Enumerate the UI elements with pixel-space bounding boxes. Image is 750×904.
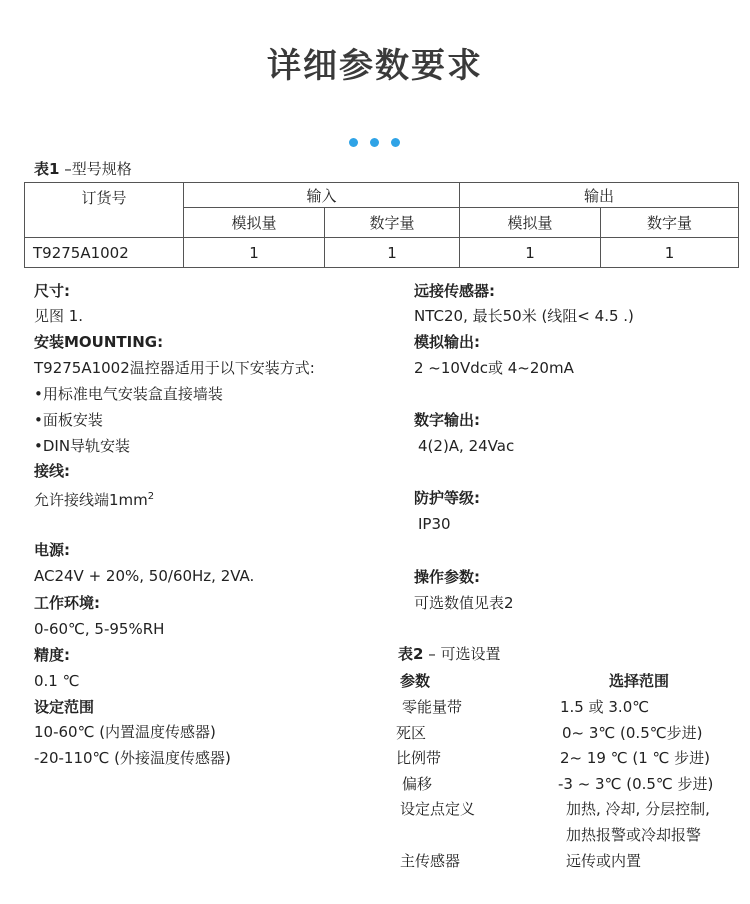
model-spec-table xyxy=(24,182,739,268)
param-name: 设定点定义 xyxy=(400,800,476,818)
wiring-value xyxy=(34,487,154,510)
mounting-item-din: •DIN导轨安装 xyxy=(34,437,131,455)
input-header: 输入 xyxy=(184,183,460,208)
param-range: 2~ 19 ℃ (1 ℃ 步进) xyxy=(560,749,710,767)
order-no-header: 订货号 xyxy=(25,183,184,238)
table1-caption-number: 表1 xyxy=(34,160,60,178)
table2-caption-text: – 可选设置 xyxy=(423,645,501,663)
param-range: 0~ 3℃ (0.5℃步进) xyxy=(562,724,703,742)
dot-icon xyxy=(349,138,358,147)
output-digital-header: 数字量 xyxy=(601,208,739,238)
power-value: AC24V + 20%, 50/60Hz, 2VA. xyxy=(34,567,255,585)
decorative-dots xyxy=(349,138,403,148)
output-header: 输出 xyxy=(460,183,739,208)
model-number: T9275A1002 xyxy=(25,238,184,268)
setting-range-external: -20-110℃ (外接温度传感器) xyxy=(34,749,231,767)
digital-output-label: 数字输出: xyxy=(414,411,480,429)
output-digital-value: 1 xyxy=(601,238,739,268)
environment-label: 工作环境: xyxy=(34,594,100,612)
analog-output-value: 2 ~10Vdc或 4~20mA xyxy=(414,359,574,377)
range-column-header: 选择范围 xyxy=(609,672,670,690)
input-analog-header: 模拟量 xyxy=(184,208,325,238)
dot-icon xyxy=(391,138,400,147)
analog-output-label: 模拟输出: xyxy=(414,333,480,351)
mounting-item-panel: •面板安装 xyxy=(34,411,103,429)
table2-caption-number: 表2 xyxy=(398,645,424,663)
table2-caption xyxy=(398,644,500,664)
protection-label: 防护等级: xyxy=(414,489,480,507)
operation-params-value: 可选数值见表2 xyxy=(414,594,514,612)
accuracy-value: 0.1 ℃ xyxy=(34,672,80,690)
param-name: 零能量带 xyxy=(402,698,463,716)
wiring-value-sup: 2 xyxy=(147,491,155,502)
mounting-intro: T9275A1002温控器适用于以下安装方式: xyxy=(34,359,315,377)
output-analog-header: 模拟量 xyxy=(460,208,601,238)
remote-sensor-label: 远接传感器: xyxy=(414,282,495,300)
page-title: 详细参数要求 xyxy=(267,46,483,86)
param-range: 加热, 冷却, 分层控制, xyxy=(566,800,710,818)
wiring-value-text: 允许接线端1mm xyxy=(34,491,148,509)
table1-caption-text: –型号规格 xyxy=(59,160,132,178)
param-range-continued: 加热报警或冷却报警 xyxy=(566,826,702,844)
setting-range-label: 设定范围 xyxy=(34,698,95,716)
param-name: 比例带 xyxy=(396,749,442,767)
dot-icon xyxy=(370,138,379,147)
param-name: 死区 xyxy=(396,724,427,742)
param-range: -3 ~ 3℃ (0.5℃ 步进) xyxy=(558,775,714,793)
table-header-row xyxy=(25,183,739,208)
param-name: 主传感器 xyxy=(400,852,461,870)
param-range: 远传或内置 xyxy=(566,852,642,870)
param-range: 1.5 或 3.0℃ xyxy=(560,698,650,716)
param-column-header: 参数 xyxy=(400,672,431,690)
digital-output-value: 4(2)A, 24Vac xyxy=(418,437,515,455)
mounting-label: 安装MOUNTING: xyxy=(34,333,164,351)
input-digital-value: 1 xyxy=(325,238,460,268)
remote-sensor-value: NTC20, 最长50米 (线阻< 4.5 .) xyxy=(414,307,634,325)
size-label: 尺寸: xyxy=(34,282,70,300)
protection-value: IP30 xyxy=(418,515,451,533)
operation-params-label: 操作参数: xyxy=(414,568,480,586)
power-label: 电源: xyxy=(34,541,70,559)
output-analog-value: 1 xyxy=(460,238,601,268)
accuracy-label: 精度: xyxy=(34,646,70,664)
wiring-label: 接线: xyxy=(34,462,70,480)
size-value: 见图 1. xyxy=(34,307,84,325)
table-row xyxy=(25,238,739,268)
environment-value: 0-60℃, 5-95%RH xyxy=(34,620,165,638)
input-digital-header: 数字量 xyxy=(325,208,460,238)
mounting-item-wall: •用标准电气安装盒直接墙装 xyxy=(34,385,223,403)
input-analog-value: 1 xyxy=(184,238,325,268)
param-name: 偏移 xyxy=(402,775,433,793)
table1-caption xyxy=(34,158,132,179)
setting-range-internal: 10-60℃ (内置温度传感器) xyxy=(34,723,216,741)
